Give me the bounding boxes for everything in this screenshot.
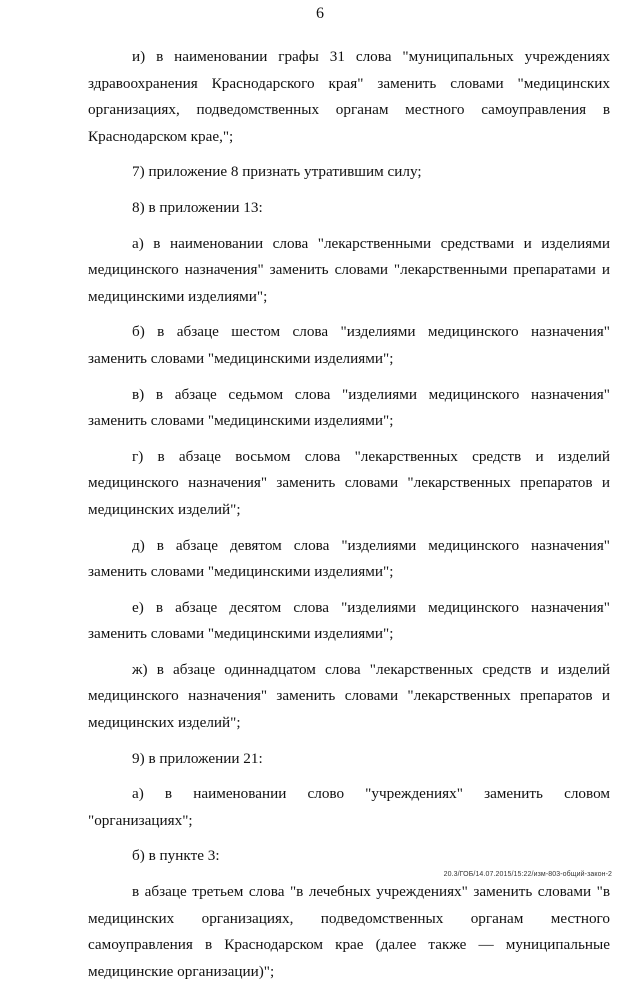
paragraph-item-a: а) в наименовании слова "лекарственными средствами и изделиями медицинского назначения" заменить словами "лекарственными препаратами и медицинскими изделиями";	[88, 234, 610, 305]
paragraph-abzac-3: в абзаце третьем слова "в лечебных учреждениях" заменить словами "в медицинских организациях, подведомственных органам местного самоуправления в Краснодарском крае (далее также — муниципальные медицинские организации)";	[88, 883, 610, 980]
paragraph-point-8: 8) в приложении 13:	[132, 198, 263, 216]
footer-document-code: 20.3/ГОБ/14.07.2015/15:22/изм-803-общий-закон-2	[443, 871, 612, 878]
document-body	[88, 44, 610, 994]
paragraph-item-a-2: а) в наименовании слово "учреждениях" заменить словом "организациях";	[88, 785, 610, 829]
paragraph-item-i: и) в наименовании графы 31 слова "муниципальных учреждениях здравоохранения Краснодарского края" заменить словами "медицинских организациях, подведомственных органам местного самоуправления в Краснодарском крае,";	[88, 48, 610, 145]
paragraph-item-zh: ж) в абзаце одиннадцатом слова "лекарственных средств и изделий медицинского назначения" заменить словами "лекарственных препаратов и медицинских изделий";	[88, 660, 610, 732]
paragraph-item-e: е) в абзаце десятом слова "изделиями медицинского назначения" заменить словами "медицинскими изделиями";	[88, 598, 610, 643]
paragraph-item-v: в) в абзаце седьмом слова "изделиями медицинского назначения" заменить словами "медицинскими изделиями";	[88, 385, 610, 430]
paragraph-item-b: б) в абзаце шестом слова "изделиями медицинского назначения" заменить словами "медицинскими изделиями";	[88, 323, 610, 367]
paragraph-item-d: д) в абзаце девятом слова "изделиями медицинского назначения" заменить словами "медицинскими изделиями";	[88, 536, 610, 581]
paragraph-item-g: г) в абзаце восьмом слова "лекарственных средств и изделий медицинского назначения" заменить словами "лекарственных препаратов и медицинских изделий";	[88, 447, 610, 518]
paragraph-point-7: 7) приложение 8 признать утратившим силу;	[132, 163, 422, 181]
paragraph-point-9: 9) в приложении 21:	[132, 749, 263, 767]
page-number: 6	[316, 5, 324, 22]
paragraph-item-b-2: б) в пункте 3:	[132, 847, 220, 865]
